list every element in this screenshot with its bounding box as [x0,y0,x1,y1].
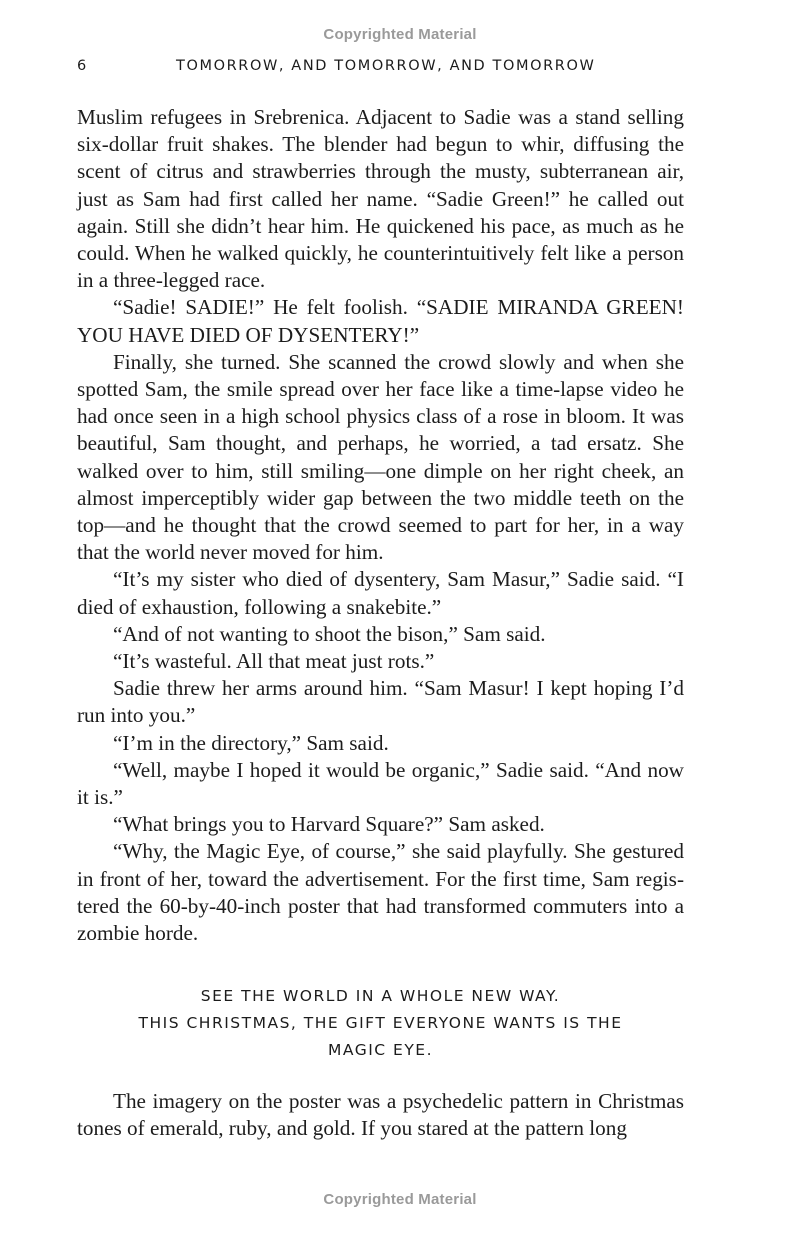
poster-line: SEE THE WORLD IN A WHOLE NEW WAY. [200,987,561,1005]
paragraph: Sadie threw her arms around him. “Sam Masur! I kept hoping I’d run into you.” [77,676,684,728]
copyright-watermark-top: Copyrighted Material [323,26,477,43]
paragraph: “It’s my sister who died of dysentery, Sam Masur,” Sadie said. “I died of exhaustion, following a snakebite.” [77,567,684,619]
paragraph: “Well, maybe I hoped it would be organic,” Sadie said. “And now it is.” [77,757,684,810]
poster-line: MAGIC EYE. [327,1041,434,1059]
paragraph: “And of not wanting to shoot the bison,” Sam said. [113,621,546,646]
copyright-watermark-bottom: Copyrighted Material [323,1191,477,1208]
poster-slogan [77,983,684,1064]
body-text-continued [77,1088,684,1142]
paragraph: “Sadie! SADIE!” He felt foolish. “SADIE MIRANDA GREEN! YOU HAVE DIED OF DYSENTERY!” [77,295,684,347]
paragraph: “I’m in the directory,” Sam said. [113,730,389,755]
paragraph: “It’s wasteful. All that meat just rots.” [113,649,435,674]
book-title-header: TOMORROW, AND TOMORROW, AND TOMORROW [176,58,596,74]
paragraph: “What brings you to Harvard Square?” Sam asked. [113,812,545,837]
paragraph: The imagery on the poster was a psychedelic pattern in Christmas tones of emerald, ruby, and gold. If you stared at the pattern long [77,1089,684,1141]
body-text [77,104,684,947]
page-number: 6 [77,58,88,74]
paragraph-continued: Muslim refugees in Srebrenica. Adjacent to Sadie was a stand selling six-dollar fruit shakes. The blender had begun to whir, diffusing the scent of citrus and strawberries through the musty, subterranean air, just as Sam had first called her name. “Sadie Green!” he called out again. Still she didn’t hear him. He quickened his pace, as much as he could. When he walked quickly, he counterintuitively felt like a person in a three-legged race. [77,105,684,293]
paragraph: Finally, she turned. She scanned the crowd slowly and when she spotted Sam, the smile spread over her face like a time-lapse video he had once seen in a high school physics class of a rose in bloom. It was beautiful, Sam thought, and perhaps, he worried, a tad ersatz. She walked over to him, still smiling—one dimple on her right cheek, an almost imperceptibly wider gap between the two middle teeth on the top—and he thought that the crowd seemed to part for her, in a way that the world never moved for him. [77,349,684,565]
poster-line: THIS CHRISTMAS, THE GIFT EVERYONE WANTS IS THE [138,1014,623,1032]
running-header [77,58,683,82]
paragraph: “Why, the Magic Eye, of course,” she said playfully. She gestured in front of her, toward the advertisement. For the first time, Sam registered the 60-by-40-inch poster that had transformed commuters into a zombie horde. [77,839,684,946]
